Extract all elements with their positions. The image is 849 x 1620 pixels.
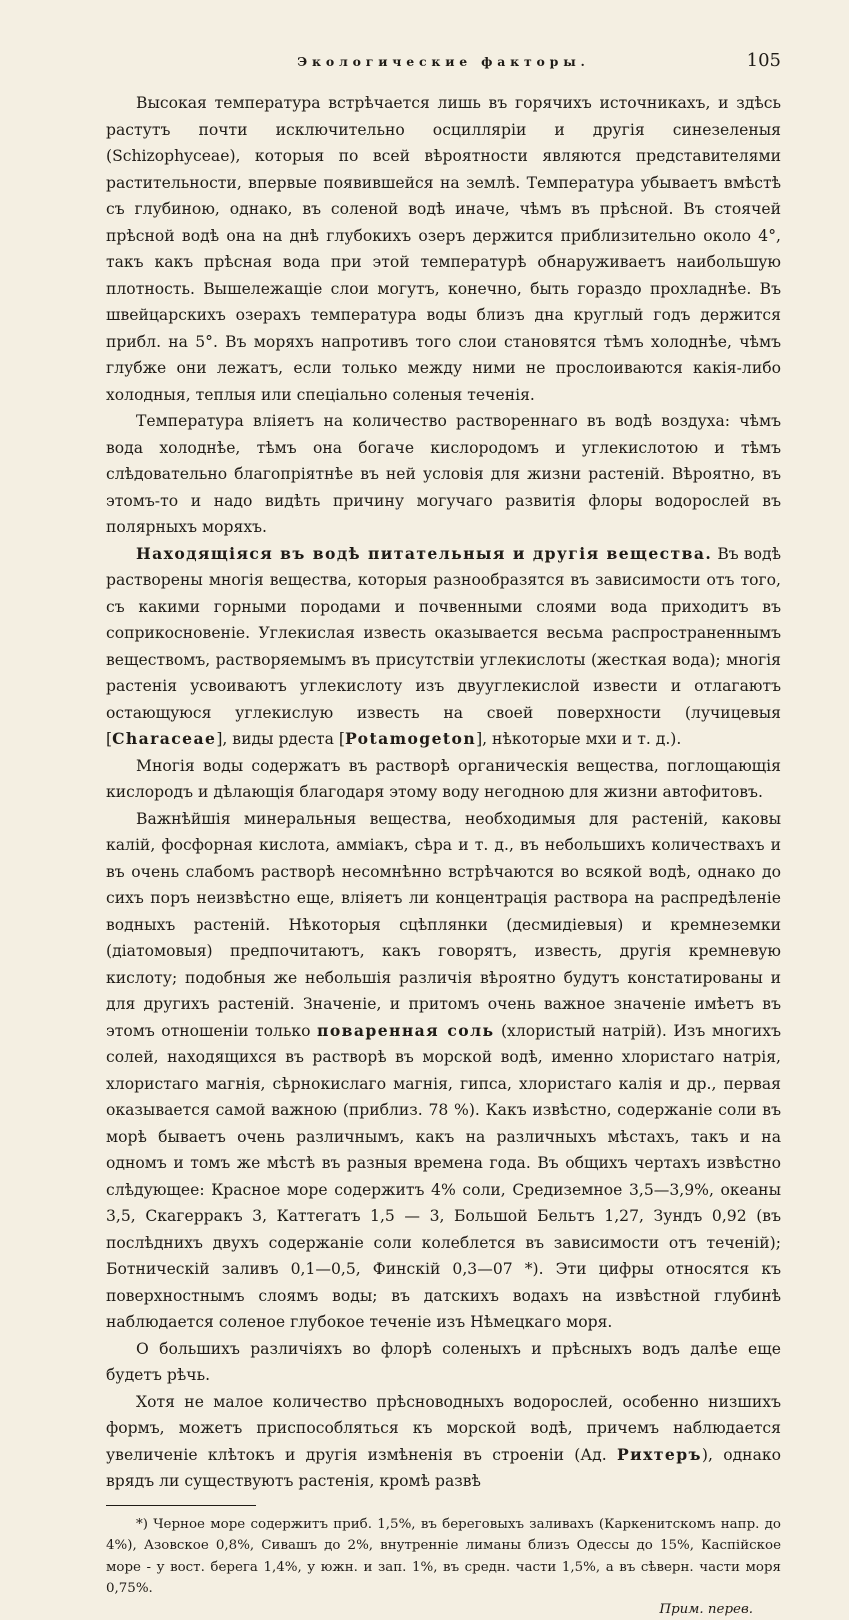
footnote: *) Черное море содержитъ приб. 1,5%, въ береговыхъ заливахъ (Каркенитскомъ напр. до 4%), Азовское 0,8%, Сивашъ до 2%, внутренніе лиманы близъ Одессы до 15%, Каспійское море - у вост. берега 1,4%, у южн. и зап. 1%, въ средн. части 1,5%, а въ сѣверн. части моря 0,75%. <box>106 1516 781 1596</box>
genus-characeae: Characeae <box>112 729 217 748</box>
paragraph-nutrients-text-c: ], нѣкоторые мхи и т. д.). <box>476 730 682 748</box>
footnote-divider <box>106 1505 256 1506</box>
paragraph-nutrients <box>106 541 781 753</box>
paragraph-dissolved-air: Температура вліяетъ на количество раствореннаго въ водѣ воздуха: чѣмъ вода холоднѣе, тѣмъ она богаче кислородомъ и углекислотою и тѣмъ слѣдовательно благопріятнѣе въ ней условія для жизни растеній. Вѣроятно, въ этомъ-то и надо видѣть причину могучаго развитія флоры водорослей въ полярныхъ моряхъ. <box>106 412 781 536</box>
paragraph-minerals <box>106 806 781 1336</box>
paragraph-nutrients-text-a: Въ водѣ растворены многія вещества, которыя разнообразятся въ зависимости отъ того, съ какими горными породами и почвенными слоями вода приходитъ въ соприкосновеніе. Углекислая известь оказывается весьма распространеннымъ веществомъ, растворяемымъ въ присутствіи углекислоты (жесткая вода); многія растенія усвоиваютъ углекислоту изъ двууглекислой извести и отлагаютъ остающуюся углекислую известь на своей поверхности (лучицевыя [ <box>106 544 782 748</box>
paragraph-adaptation <box>106 1389 781 1495</box>
page-header <box>106 50 781 80</box>
body-text <box>106 90 781 1495</box>
paragraph-nutrients-text-b: ], виды рдеста [ <box>216 730 345 748</box>
paragraph-adaptation-text-a: Хотя не малое количество прѣсноводныхъ водорослей, особенно низшихъ формъ, можетъ приспособляться къ морской водѣ, причемъ наблюдается увеличеніе клѣтокъ и другія измѣненія въ строеніи (Ад. <box>106 1392 781 1464</box>
running-title: Экологические факторы. <box>297 54 590 69</box>
genus-potamogeton: Potamogeton <box>344 729 477 748</box>
paragraph-minerals-text-b: (хлористый натрій). Изъ многихъ солей, находящихся въ растворѣ въ морской водѣ, именно хлористаго натрія, хлористаго магнія, сѣрнокислаго магнія, гипса, хлористаго калія и др., первая оказывается самой важною (приблиз. 78 %). Какъ извѣстно, содержаніе соли въ морѣ бываетъ очень различнымъ, какъ на различныхъ мѣстахъ, такъ и на одномъ и томъ же мѣстѣ въ разныя времена года. Въ общихъ чертахъ извѣстно слѣдующее: Красное море содержитъ 4% соли, Средиземное 3,5—3,9%, океаны 3,5, Скагерракъ 3, Каттегатъ 1,5 — 3, Большой Бельтъ 1,27, Зундъ 0,92 (въ послѣднихъ двухъ содержаніе соли колеблется въ зависимости отъ теченій); Ботническій заливъ 0,1—0,5, Финскій 0,3—07 *). Эти цифры относятся къ поверхностнымъ слоямъ воды; въ датскихъ водахъ на извѣстной глубинѣ наблюдается соленое глубокое теченіе изъ Нѣмецкаго моря. <box>106 1021 782 1331</box>
paragraph-adaptation-text-b: ), однако врядъ ли существуютъ растенія, кромѣ развѣ <box>106 1445 782 1490</box>
term-common-salt: поваренная соль <box>317 1020 495 1040</box>
paragraph-high-temperature: Высокая температура встрѣчается лишь въ горячихъ источникахъ, и здѣсь растутъ почти исключительно осцилляріи и другія синезеленыя (Schizophyceae), которыя по всей вѣроятности являются представителями растительности, впервые появившейся на землѣ. Температура убываетъ вмѣстѣ съ глубиною, однако, въ соленой водѣ иначе, чѣмъ въ прѣсной. Въ стоячей прѣсной водѣ она на днѣ глубокихъ озеръ держится приблизительно около 4°, такъ какъ прѣсная вода при этой температурѣ обнаруживаетъ наибольшую плотность. Вышележащіе слои могутъ, конечно, быть гораздо прохладнѣе. Въ швейцарскихъ озерахъ температура воды близъ дна круглый годъ держится прибл. на 5°. Въ моряхъ напротивъ того слои становятся тѣмъ холоднѣе, чѣмъ глубже они лежатъ, если только между ними не прослоиваются какія-либо холодныя, теплыя или спеціально соленыя теченія. <box>106 94 781 404</box>
paragraph-minerals-text-a: Важнѣйшія минеральныя вещества, необходимыя для растеній, каковы калій, фосфорная кислота, амміакъ, сѣра и т. д., въ небольшихъ количествахъ и въ очень слабомъ растворѣ несомнѣнно встрѣчаются во всякой водѣ, однако до сихъ поръ неизвѣстно еще, вліяетъ ли концентрація раствора на распредѣленіе водныхъ растеній. Нѣкоторыя сцѣплянки (десмидіевыя) и кремнеземки (діатомовыя) предпочитаютъ, какъ говорятъ, известь, другія кремневую кислоту; подобныя же небольшія различія вѣроятно будутъ констатированы и для другихъ растеній. Значеніе, и притомъ очень важное значеніе имѣетъ въ этомъ отношеніи только <box>106 809 781 1040</box>
translator-note-signature: Прим. перев. <box>659 1601 753 1617</box>
paragraph-organic-matter: Многія воды содержатъ въ растворѣ органическія вещества, поглощающія кислородъ и дѣлающія благодаря этому воду негодною для жизни автофитовъ. <box>106 756 781 801</box>
page-number: 105 <box>746 50 781 71</box>
section-lead: Находящіяся въ водѣ питательныя и другія вещества. <box>136 543 713 563</box>
author-richter: Рихтеръ <box>617 1444 702 1464</box>
paragraph-flora-differences: О большихъ различіяхъ во флорѣ соленыхъ и прѣсныхъ водъ далѣе еще будетъ рѣчь. <box>106 1339 781 1384</box>
